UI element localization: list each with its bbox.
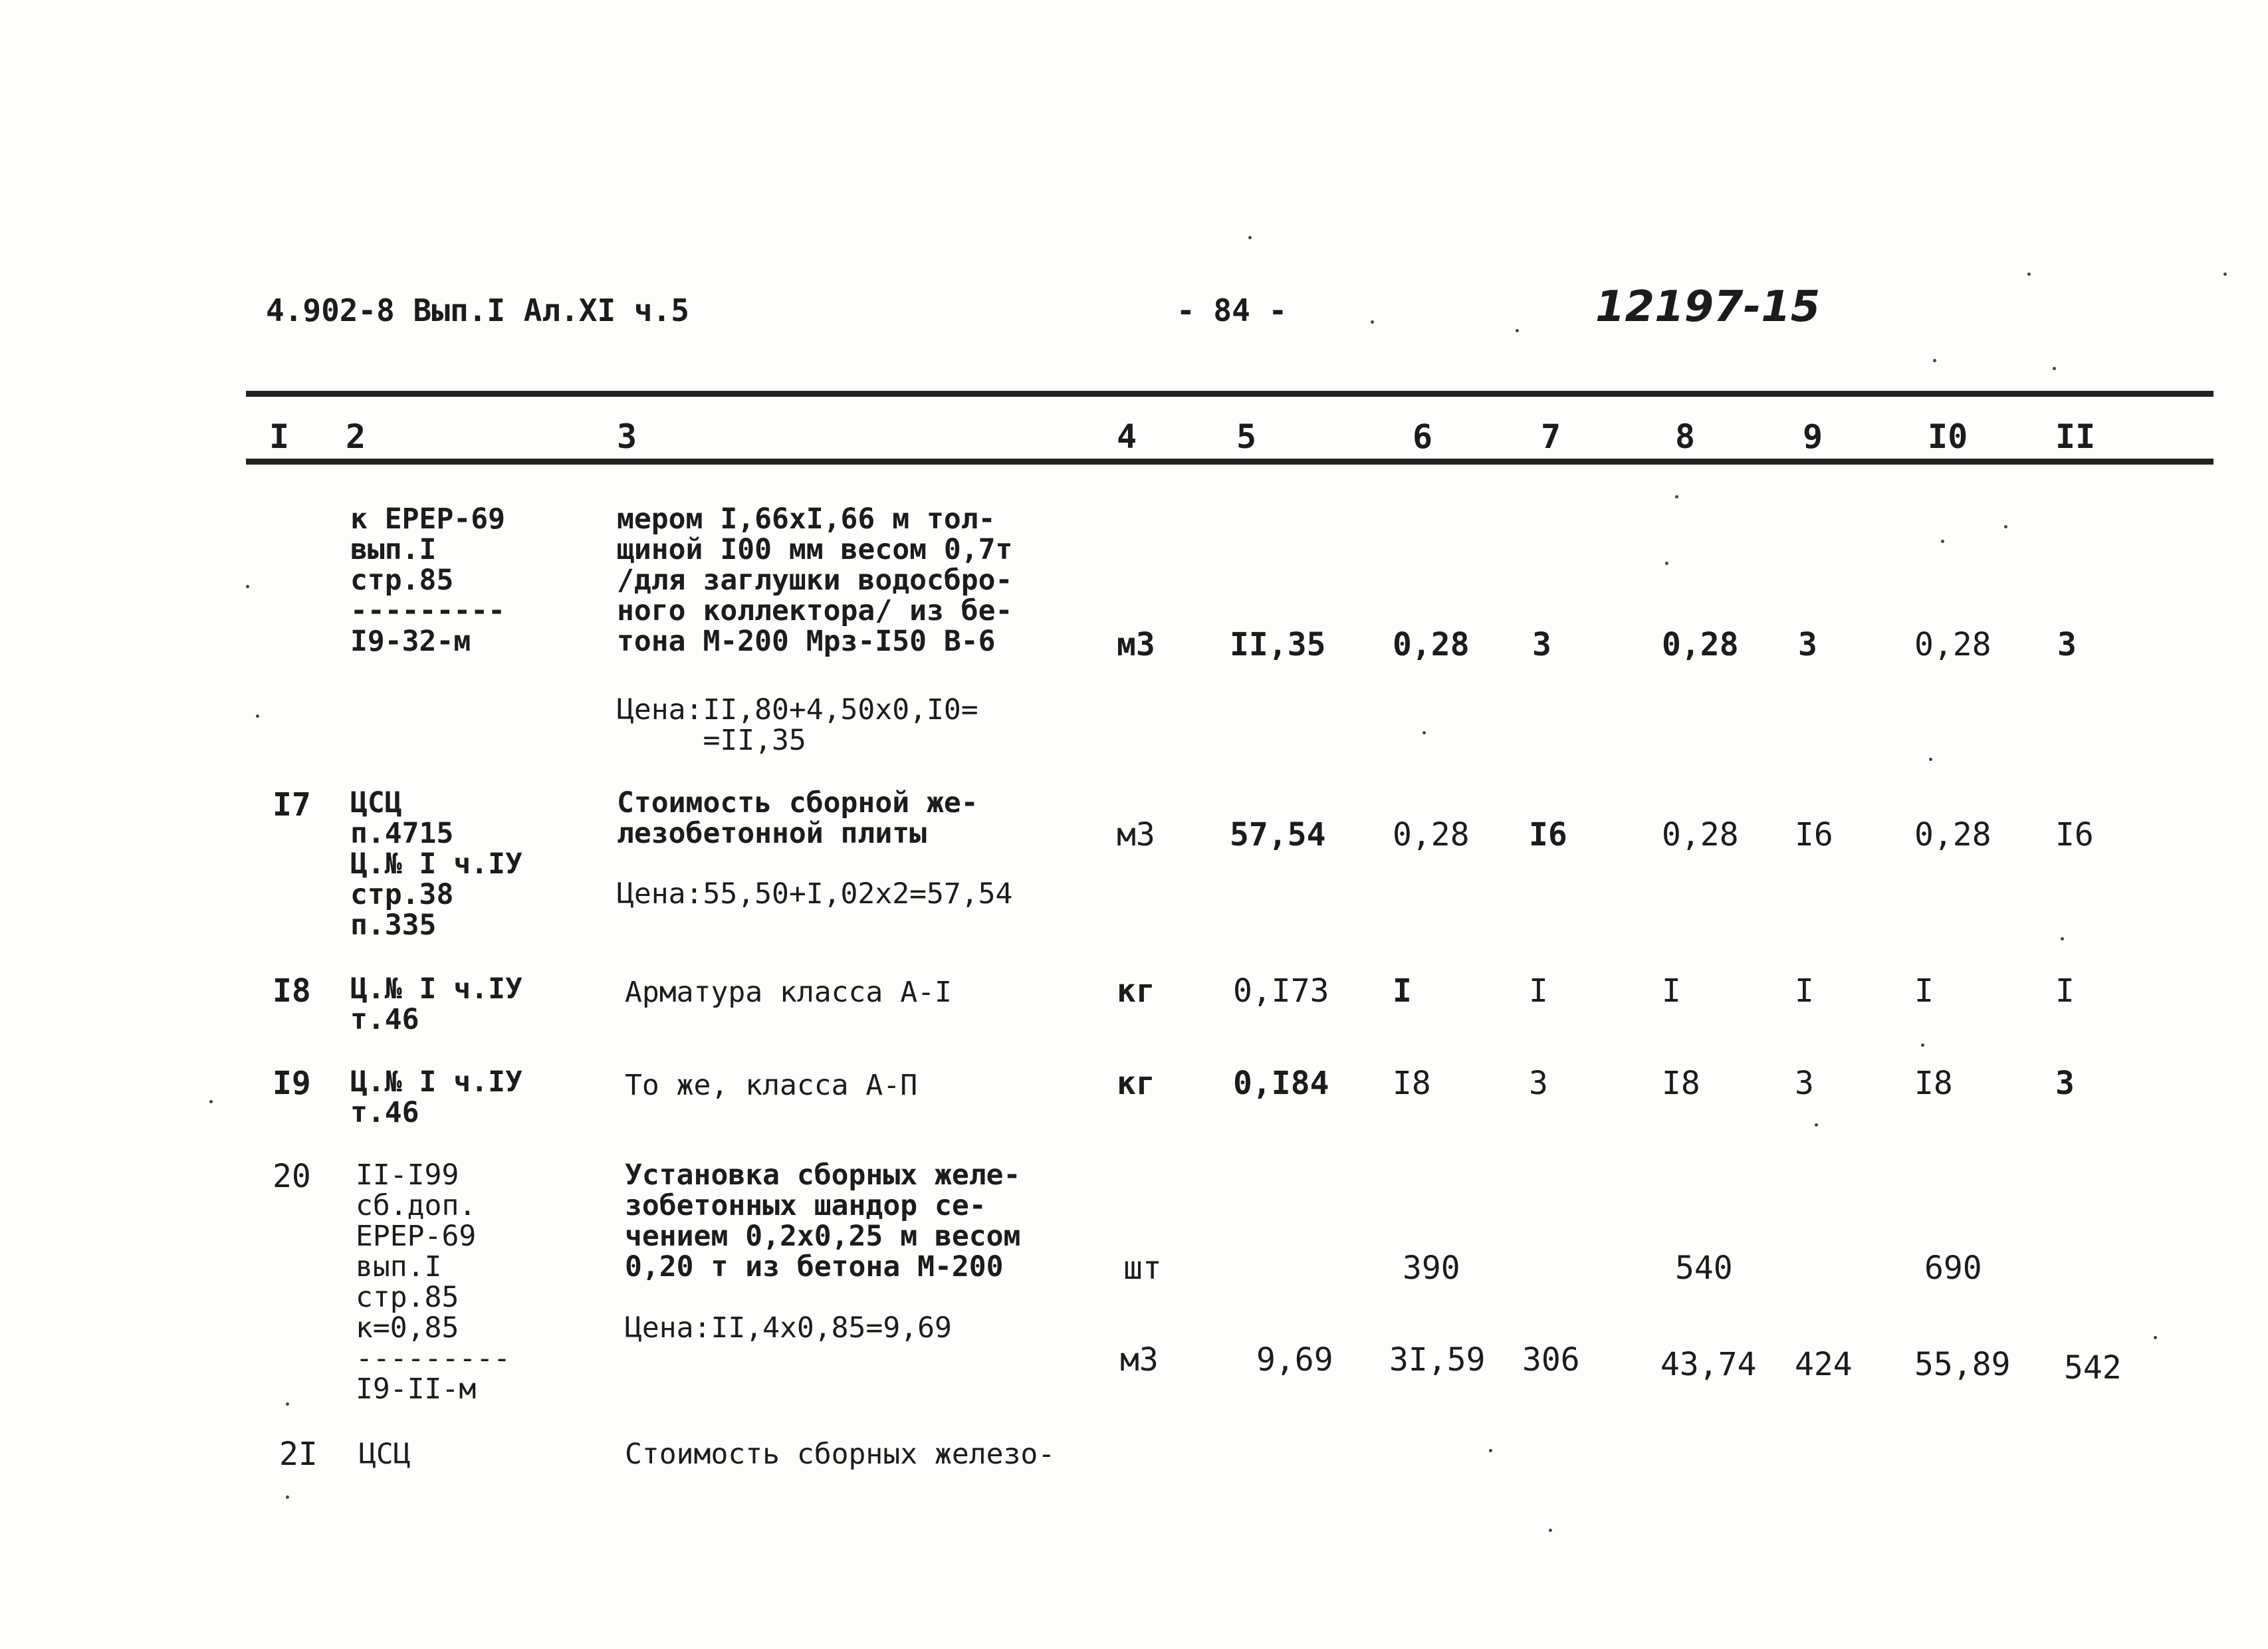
row-c8-volume: 43,74 [1660,1346,1757,1383]
column-header: 4 [1117,417,1137,456]
row-description: Стоимость сборных железо- [625,1438,1056,1471]
row-source: ЦСЦ п.4715 Ц.№ I ч.IУ стр.38 п.335 [350,786,522,942]
row-price-volume: 9,69 [1256,1341,1333,1378]
row-c8-pieces: 540 [1675,1250,1733,1287]
row-c6: I8 [1393,1065,1431,1102]
row-price-calc: Цена:II,80+4,50х0,I0= =II,35 [617,693,978,757]
row-c9: 3 [1795,1065,1814,1102]
row-c7-volume: 306 [1522,1341,1580,1378]
column-header: 9 [1803,417,1823,456]
column-header: 7 [1541,417,1561,456]
row-c8: I [1662,972,1681,1010]
row-c11: 3 [2055,1065,2075,1102]
row-description: То же, класса А-П [625,1069,918,1102]
row-c6: 0,28 [1393,626,1470,663]
row-description: Стоимость сборной же- лезобетонной плиты [617,786,978,850]
column-header: I0 [1928,417,1968,456]
row-c9: I [1795,972,1814,1010]
document-code: 4.902-8 Вып.I Ал.XI ч.5 [266,292,689,328]
row-number: 2I [279,1436,318,1473]
row-number: 20 [273,1158,311,1195]
handwritten-number: 12197-15 [1595,282,1821,332]
row-source: к ЕРЕР-69 вып.I стр.85 --------- I9-32-м [350,502,505,658]
row-unit: м3 [1117,816,1155,853]
row-c6: I [1393,972,1412,1010]
row-price-calc: Цена:55,50+I,02х2=57,54 [617,877,1013,911]
row-number: I8 [273,972,311,1010]
row-c10: I [1914,972,1934,1010]
row-c6-pieces: 390 [1403,1250,1460,1287]
row-c7: I [1529,972,1548,1010]
row-price: 57,54 [1230,816,1326,853]
column-header: 3 [617,417,637,456]
row-source: II-I99 сб.доп. ЕРЕР-69 вып.I стр.85 к=0,85 --------- I9-II-м [356,1158,510,1406]
row-source: Ц.№ I ч.IУ т.46 [350,972,522,1036]
row-unit-volume: м3 [1120,1341,1159,1378]
row-c8: 0,28 [1662,626,1739,663]
row-price: II,35 [1230,626,1326,663]
column-header: 2 [346,417,366,456]
row-c8: I8 [1662,1065,1700,1102]
row-unit-pieces: шт [1123,1250,1162,1287]
row-c7: 3 [1532,626,1551,663]
column-header: 5 [1236,417,1257,456]
row-description: мером I,66хI,66 м тол- щиной I00 мм весом 0,7т /для заглушки водосбро- ного коллектора/ из бе- тона М-200 Мрз-I50 В-6 [617,502,1013,658]
row-price-calc: Цена:II,4х0,85=9,69 [625,1311,952,1345]
row-c10: I8 [1914,1065,1953,1102]
row-c9: 3 [1798,626,1817,663]
row-c10: 0,28 [1914,816,1991,853]
row-c10-pieces: 690 [1924,1250,1982,1287]
row-c11-volume: 542 [2064,1349,2122,1386]
row-c11: I [2055,972,2075,1010]
row-c9-volume: 424 [1795,1346,1853,1383]
row-unit: кг [1117,972,1155,1010]
row-c7: 3 [1529,1065,1548,1102]
row-price: 0,I84 [1233,1065,1329,1102]
column-header: 6 [1413,417,1433,456]
row-c6: 0,28 [1393,816,1470,853]
row-c8: 0,28 [1662,816,1739,853]
column-header: 8 [1675,417,1696,456]
row-c11: I6 [2055,816,2094,853]
row-unit: м3 [1117,626,1155,663]
row-number: I9 [273,1065,311,1102]
row-c7: I6 [1529,816,1567,853]
row-source: Ц.№ I ч.IУ т.46 [350,1065,522,1129]
column-header: II [2055,417,2096,456]
row-c9: I6 [1795,816,1833,853]
page-number: - 84 - [1177,292,1288,328]
table-top-rule [246,391,2213,397]
row-description: Установка сборных желе- зобетонных шандор се- чением 0,2х0,25 м весом 0,20 т из бетона М-200 [625,1158,1021,1283]
row-c10-volume: 55,89 [1914,1346,2011,1383]
column-header: I [269,417,290,456]
row-unit: кг [1117,1065,1155,1102]
row-source: ЦСЦ [359,1438,411,1471]
table-header-rule [246,459,2213,465]
row-c6-volume: 3I,59 [1389,1341,1486,1378]
row-c10: 0,28 [1914,626,1991,663]
row-number: I7 [273,786,311,824]
row-description: Арматура класса А-I [625,976,952,1009]
row-c11: 3 [2057,626,2077,663]
row-price: 0,I73 [1233,972,1329,1010]
